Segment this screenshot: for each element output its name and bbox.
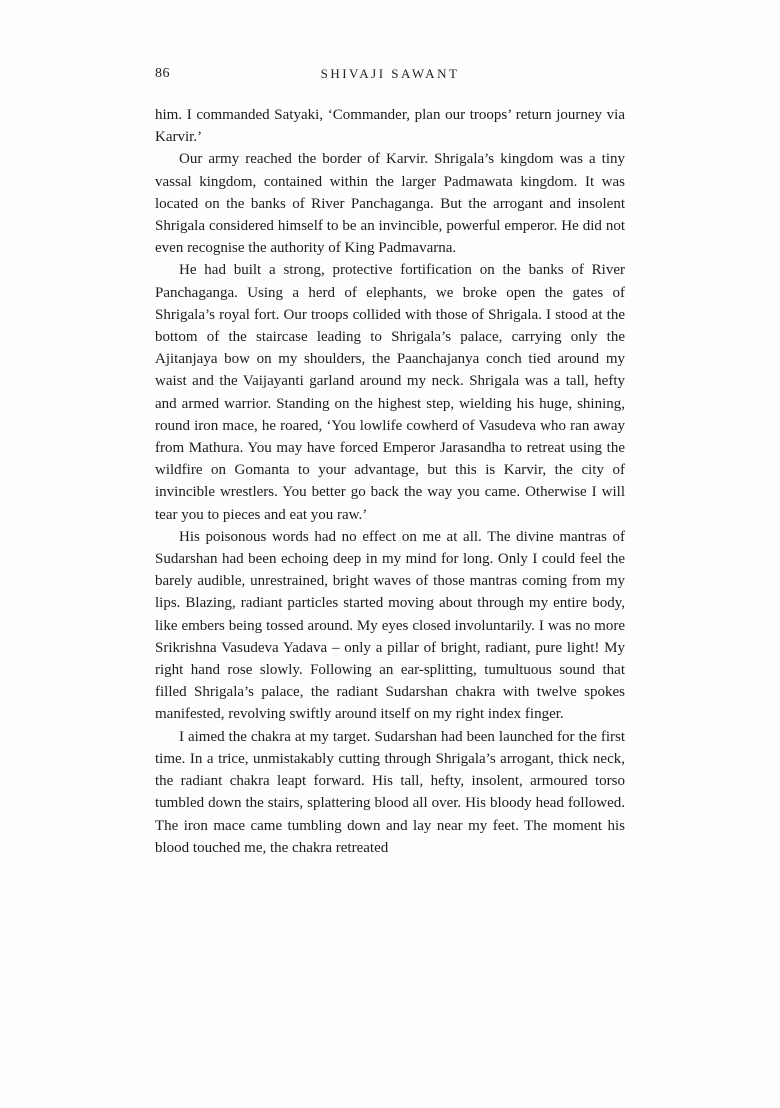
paragraph: His poisonous words had no effect on me at all. The divine mantras of Sudarshan had been echoing deep in my mind for long. Only I could feel the barely audible, unrestrained, bright waves of those mantras coming from my lips. Blazing, radiant particles started moving about through my entire body, like embers being tossed around. My eyes closed involuntarily. I was no more Srikrishna Vasudeva Yadava – only a pillar of bright, radiant, pure light! My right hand rose slowly. Following an ear-splitting, tumultuous sound that filled Shrigala’s palace, the radiant Sudarshan chakra with twelve spokes manifested, revolving swiftly around itself on my right index finger. <box>155 528 625 723</box>
paragraph: Our army reached the border of Karvir. Shrigala’s kingdom was a tiny vassal kingdom, contained within the larger Padmawata kingdom. It was located on the banks of River Panchaganga. But the arrogant and insolent Shrigala considered himself to be an invincible, powerful emperor. He did not even recognise the authority of King Padmavarna. <box>155 151 625 257</box>
page-header <box>155 66 625 86</box>
paragraph: He had built a strong, protective fortification on the banks of River Panchaganga. Using a herd of elephants, we broke open the gates of Shrigala’s royal fort. Our troops collided with those of Shrigala. I stood at the bottom of the staircase leading to Shrigala’s palace, carrying only the Ajitanjaya bow on my shoulders, the Paanchajanya conch tied around my waist and the Vaijayanti garland around my neck. Shrigala was a tall, hefty and armed warrior. Standing on the highest step, wielding his huge, shining, round iron mace, he roared, ‘You lowlife cowherd of Vasudeva who ran away from Mathura. You may have forced Emperor Jarasandha to retreat using the wildfire on Gomanta to your advantage, but this is Karvir, the city of invincible wrestlers. You better go back the way you came. Otherwise I will tear you to pieces and eat you raw.’ <box>155 262 625 523</box>
paragraph: him. I commanded Satyaki, ‘Commander, plan our troops’ return journey via Karvir.’ <box>155 107 625 146</box>
page-number: 86 <box>155 66 170 81</box>
paragraph: I aimed the chakra at my target. Sudarshan had been launched for the first time. In a trice, unmistakably cutting through Shrigala’s arrogant, thick neck, the radiant chakra leapt forward. His tall, hefty, insolent, armoured torso tumbled down the stairs, splattering blood all over. His bloody head followed. The iron mace came tumbling down and lay near my feet. The moment his blood touched me, the chakra retreated <box>155 728 625 856</box>
page-body <box>155 104 625 859</box>
running-title: SHIVAJI SAWANT <box>320 66 460 81</box>
